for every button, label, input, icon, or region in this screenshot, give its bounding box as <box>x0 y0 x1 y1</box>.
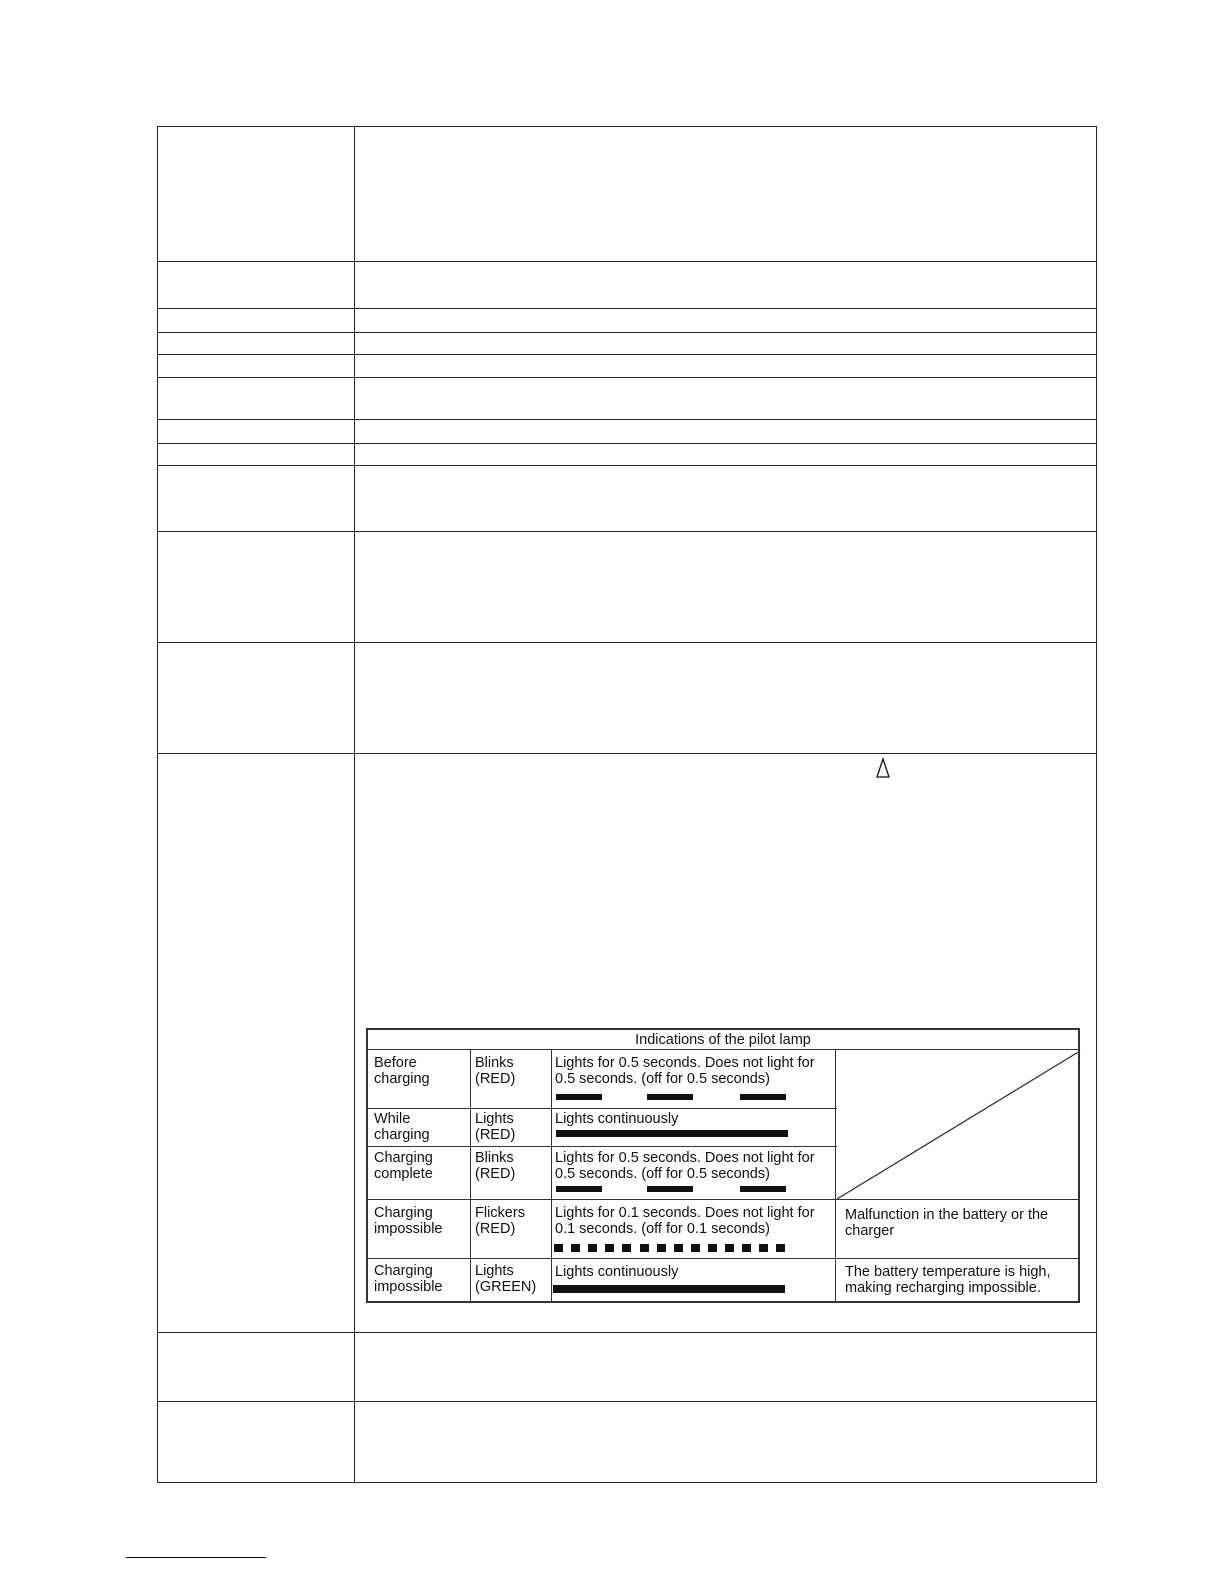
lamp-description: Lights for 0.5 seconds. Does not light for 0.5 seconds. (off for 0.5 seconds) <box>555 1055 815 1087</box>
lamp-mode: Blinks (RED) <box>475 1150 516 1182</box>
lamp-mode: Lights (RED) <box>475 1111 516 1143</box>
lamp-flicker-dot <box>708 1244 717 1252</box>
lamp-flicker-dot <box>759 1244 768 1252</box>
lamp-state: While charging <box>374 1111 430 1143</box>
lamp-on-segment <box>556 1094 602 1100</box>
row-divider <box>158 642 1096 643</box>
lamp-description: Lights for 0.1 seconds. Does not light for 0.1 seconds. (off for 0.1 seconds) <box>555 1205 815 1237</box>
row-divider <box>158 332 1096 333</box>
row-divider <box>158 419 1096 420</box>
lamp-note: Malfunction in the battery or the charger <box>845 1207 1049 1239</box>
row-divider <box>158 531 1096 532</box>
empty-cell-diagonal <box>837 1050 1081 1200</box>
lamp-flicker-dot <box>725 1244 734 1252</box>
footnote-rule <box>126 1557 266 1558</box>
lamp-note: The battery temperature is high, making recharging impossible. <box>845 1264 1051 1296</box>
row-divider <box>158 1401 1096 1402</box>
lamp-mode: Lights (GREEN) <box>475 1263 537 1295</box>
row-divider <box>158 443 1096 444</box>
pilot-lamp-table <box>366 1028 1080 1303</box>
lamp-description: Lights continuously <box>555 1111 679 1127</box>
lamp-flicker-dot <box>742 1244 751 1252</box>
lamp-state: Before charging <box>374 1055 430 1087</box>
lamp-description: Lights continuously <box>555 1264 679 1280</box>
lamp-on-segment <box>740 1186 786 1192</box>
lamp-flicker-dot <box>571 1244 580 1252</box>
lamp-continuous-bar <box>553 1285 785 1293</box>
lamp-mode: Blinks (RED) <box>475 1055 516 1087</box>
column-divider <box>354 127 355 1482</box>
lamp-mode: Flickers (RED) <box>475 1205 525 1237</box>
row-divider <box>158 308 1096 309</box>
row-divider <box>158 377 1096 378</box>
pilot-lamp-title: Indications of the pilot lamp <box>635 1032 811 1048</box>
lamp-flicker-dot <box>691 1244 700 1252</box>
row-divider <box>158 354 1096 355</box>
lamp-on-segment <box>647 1186 693 1192</box>
lamp-flicker-dot <box>640 1244 649 1252</box>
table-rule <box>470 1049 471 1301</box>
table-rule <box>368 1108 837 1109</box>
delta-triangle-icon <box>875 757 891 779</box>
table-rule <box>551 1049 552 1301</box>
row-divider <box>158 753 1096 754</box>
lamp-flicker-dot <box>657 1244 666 1252</box>
lamp-state: Charging impossible <box>374 1263 443 1295</box>
lamp-flicker-dot <box>554 1244 563 1252</box>
lamp-on-segment <box>556 1186 602 1192</box>
lamp-on-segment <box>647 1094 693 1100</box>
row-divider <box>158 261 1096 262</box>
lamp-description: Lights for 0.5 seconds. Does not light for 0.5 seconds. (off for 0.5 seconds) <box>555 1150 815 1182</box>
lamp-flicker-dot <box>674 1244 683 1252</box>
lamp-flicker-dot <box>605 1244 614 1252</box>
table-rule <box>835 1049 836 1301</box>
lamp-flicker-dot <box>588 1244 597 1252</box>
lamp-state: Charging impossible <box>374 1205 443 1237</box>
lamp-flicker-dot <box>622 1244 631 1252</box>
lamp-state: Charging complete <box>374 1150 433 1182</box>
table-rule <box>368 1146 837 1147</box>
row-divider <box>158 1332 1096 1333</box>
table-rule <box>368 1258 1078 1259</box>
lamp-flicker-dot <box>776 1244 785 1252</box>
row-divider <box>158 465 1096 466</box>
lamp-on-segment <box>740 1094 786 1100</box>
lamp-continuous-bar <box>556 1130 788 1137</box>
